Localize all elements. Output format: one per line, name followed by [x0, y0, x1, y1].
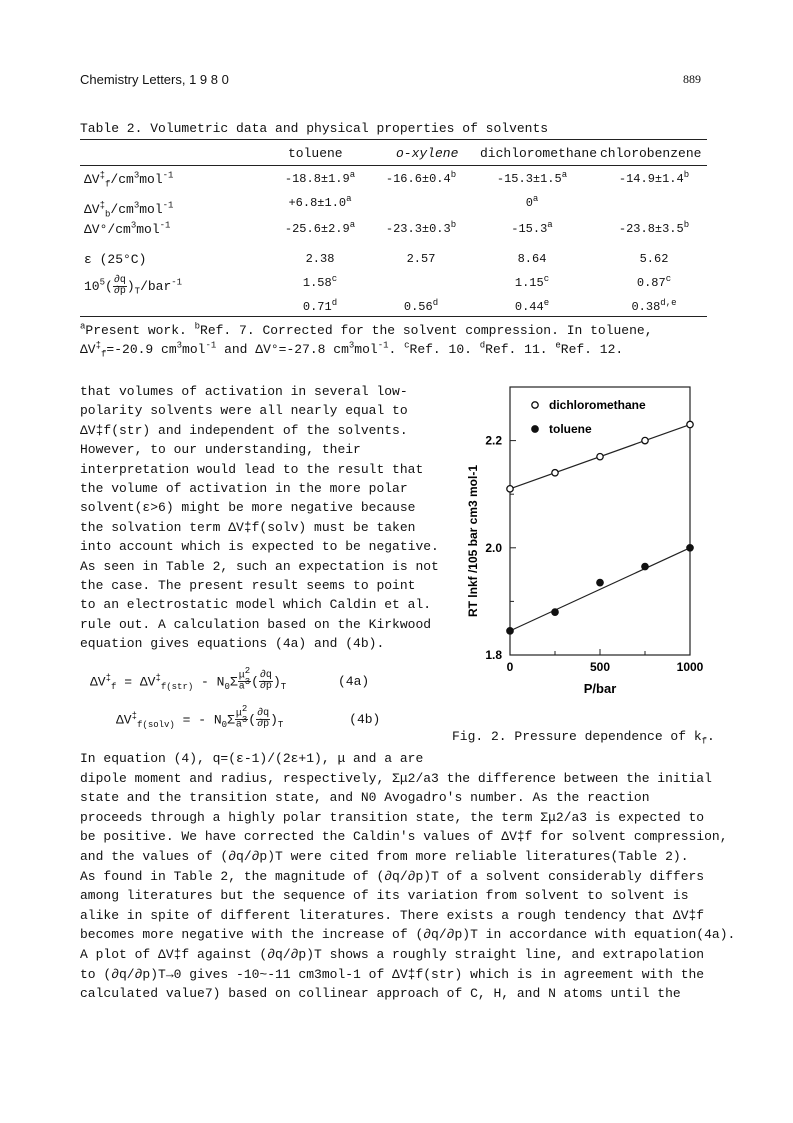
- table-cell: -23.8±3.5$^b$: [618, 220, 690, 236]
- text-line: be positive. We have corrected the Caldin's values of ΔV‡f for solvent compression,: [80, 829, 728, 845]
- text-line: to an electrostatic model which Caldin et al.: [80, 597, 432, 613]
- equation-4b-label: (4b): [349, 712, 381, 728]
- row-label-epsilon: ε (25°C): [84, 252, 147, 267]
- table-top-rule: [80, 139, 707, 140]
- table-caption: Table 2. Volumetric data and physical properties of solvents: [80, 121, 549, 136]
- row-label-dvb: $\Delta V^\ddagger_b/cm^3mol^{-1}$: [84, 200, 174, 220]
- table-header-rule: [80, 165, 707, 166]
- legend-label: toluene: [549, 422, 592, 436]
- text-line: alike in spite of different literatures. There exists a rough tendency that ΔV‡f: [80, 907, 705, 923]
- series-line-toluene: [510, 548, 690, 631]
- page-number: 889: [683, 72, 701, 86]
- data-point: [552, 609, 558, 615]
- table-bottom-rule: [80, 316, 707, 317]
- figure-caption: Fig. 2. Pressure dependence of $k_f$.: [452, 729, 715, 747]
- text-line: ΔV‡f(str) and independent of the solvents.: [80, 422, 408, 438]
- col-header-o-xylene: o-xylene: [396, 146, 459, 161]
- col-header-chlorobenzene: chlorobenzene: [600, 146, 702, 161]
- text-line: the solvation term ΔV‡f(solv) must be taken: [80, 519, 416, 535]
- pressure-dependence-chart: [455, 375, 715, 705]
- table-cell: 0.71$^d$: [302, 298, 338, 314]
- table-cell: -14.9±1.4$^b$: [618, 170, 690, 186]
- data-point: [687, 545, 693, 551]
- col-header-toluene: toluene: [288, 146, 343, 161]
- text-line: dipole moment and radius, respectively, Σμ2/a3 the difference between the initial: [80, 770, 712, 786]
- text-line: into account which is expected to be negative.: [80, 539, 439, 555]
- table-cell: -18.8±1.9$^a$: [284, 170, 356, 186]
- equation-4b: $\Delta V^\ddagger_{f(solv)}$ = - $N_0\Sigma$ $\frac{\mu^2}{a^3}$ ( $\frac{\partial q}{\partial p}$ )$_T$ (4b): [116, 704, 381, 731]
- row-label-dvf: $\Delta V^\ddagger_f/cm^3mol^{-1}$: [84, 170, 174, 190]
- text-line: that volumes of activation in several low-: [80, 384, 408, 399]
- text-line: the case. The present result seems to point: [80, 578, 416, 593]
- text-line: However, to our understanding, their: [80, 442, 361, 458]
- text-line: polarity solvents were all nearly equal to: [80, 403, 408, 419]
- legend-marker: [532, 402, 538, 408]
- text-line: calculated value7) based on collinear approach of C, H, and N atoms until the: [80, 986, 681, 1002]
- equation-4a: $\Delta V^\ddagger_f = \Delta V^\ddagger_{f(str)} - N_0\Sigma$ $\frac{\mu^2}{a^3}$ ( $\frac{\partial q}{\partial p}$ )$_T$ (4a): [90, 666, 370, 693]
- text-line: A plot of ΔV‡f against (∂q/∂p)T shows a roughly straight line, and extrapolation: [80, 947, 705, 962]
- data-point: [642, 563, 648, 569]
- text-line: and the values of (∂q/∂p)T were cited from more reliable literatures(Table 2).: [80, 849, 689, 864]
- y-axis-label: RT lnkf /105 bar cm3 mol-1: [466, 464, 480, 618]
- table-cell: 1.58$^c$: [302, 274, 338, 290]
- text-line: As seen in Table 2, such an expectation is not: [80, 558, 439, 574]
- col-header-dichloromethane: dichloromethane: [480, 146, 598, 161]
- row-label-dvo: $\Delta V^\circ/cm^3mol^{-1}$: [84, 220, 171, 237]
- x-tick-label: 500: [589, 660, 611, 674]
- table-cell: -15.3±1.5$^a$: [496, 170, 568, 186]
- data-point: [507, 628, 513, 634]
- text-line: among literatures but the sequence of its variation from solvent to solvent is: [80, 888, 689, 904]
- data-point: [507, 486, 513, 492]
- table-cell: 0.87$^c$: [636, 274, 672, 290]
- table-cell: -16.6±0.4$^b$: [385, 170, 457, 186]
- y-tick-label: 2.2: [485, 433, 502, 448]
- data-point: [642, 437, 648, 443]
- data-point: [597, 579, 603, 585]
- table-cell: -15.3$^a$: [511, 220, 553, 236]
- text-line: proceeds through a highly polar transition state, the term Σμ2/a3 is expected to: [80, 809, 705, 825]
- text-line: becomes more negative with the increase of (∂q/∂p)T in accordance with equation(4a).: [80, 927, 736, 943]
- table-cell: 0.56$^d$: [403, 298, 439, 314]
- table-cell: 0$^a$: [525, 194, 539, 210]
- data-point: [687, 421, 693, 427]
- text-line: solvent(ε>6) might be more negative because: [80, 500, 416, 516]
- table-cell: 8.64: [517, 252, 547, 266]
- text-line: interpretation would lead to the result that: [80, 461, 424, 477]
- text-line: to (∂q/∂p)T→0 gives -10~-11 cm3mol-1 of ΔV‡f(str) which is in agreement with the: [80, 966, 705, 982]
- equation-4a-label: (4a): [337, 674, 370, 690]
- journal-header: Chemistry Letters, 1 9 8 0: [80, 72, 229, 87]
- x-tick-label: 1000: [676, 660, 704, 674]
- text-line: As found in Table 2, the magnitude of (∂q/∂p)T of a solvent considerably differs: [80, 868, 705, 884]
- text-line: In equation (4), q=(ε-1)/(2ε+1), μ and a are: [80, 751, 424, 766]
- y-tick-label: 2.0: [485, 540, 502, 555]
- table-cell: 2.38: [305, 252, 335, 266]
- text-line: state and the transition state, and N0 Avogadro's number. As the reaction: [80, 790, 650, 806]
- table-cell: -23.3±0.3$^b$: [385, 220, 457, 236]
- table-cell: 2.57: [406, 252, 436, 266]
- table-cell: 5.62: [639, 252, 669, 266]
- text-line: rule out. A calculation based on the Kirkwood: [80, 616, 432, 632]
- table-cell: 0.38$^{d,e}$: [631, 298, 677, 314]
- data-point: [597, 453, 603, 459]
- table-cell: -25.6±2.9$^a$: [284, 220, 356, 236]
- data-point: [552, 470, 558, 476]
- text-line: equation gives equations (4a) and (4b).: [80, 636, 385, 652]
- text-line: the volume of activation in the more polar: [80, 481, 408, 496]
- table-cell: 0.44e: [514, 298, 550, 314]
- table-footnote-1: $^a$Present work. $^b$Ref. 7. Corrected for the solvent compression. In toluene,: [80, 321, 653, 338]
- x-axis-label: P/bar: [583, 681, 617, 696]
- row-label-dqdp: $10^5$( $\frac{\partial q}{\partial p}$ )$_T/bar^{-1}$: [84, 275, 183, 297]
- legend-marker: [532, 426, 538, 432]
- table-footnote-2: $\Delta V^\ddagger_f=-20.9$ $cm^3mol^{-1}$ and ΔV°=-27.8 $cm^3mol^{-1}$. $^c$Ref. 10. $^d$Ref. 11. $^e$Ref. 12.: [80, 340, 624, 360]
- x-tick-label: 0: [506, 660, 514, 674]
- y-tick-label: 1.8: [485, 648, 502, 662]
- legend-label: dichloromethane: [549, 398, 646, 412]
- table-cell: 1.15$^c$: [514, 274, 550, 290]
- table-cell: +6.8±1.0$^a$: [288, 194, 352, 210]
